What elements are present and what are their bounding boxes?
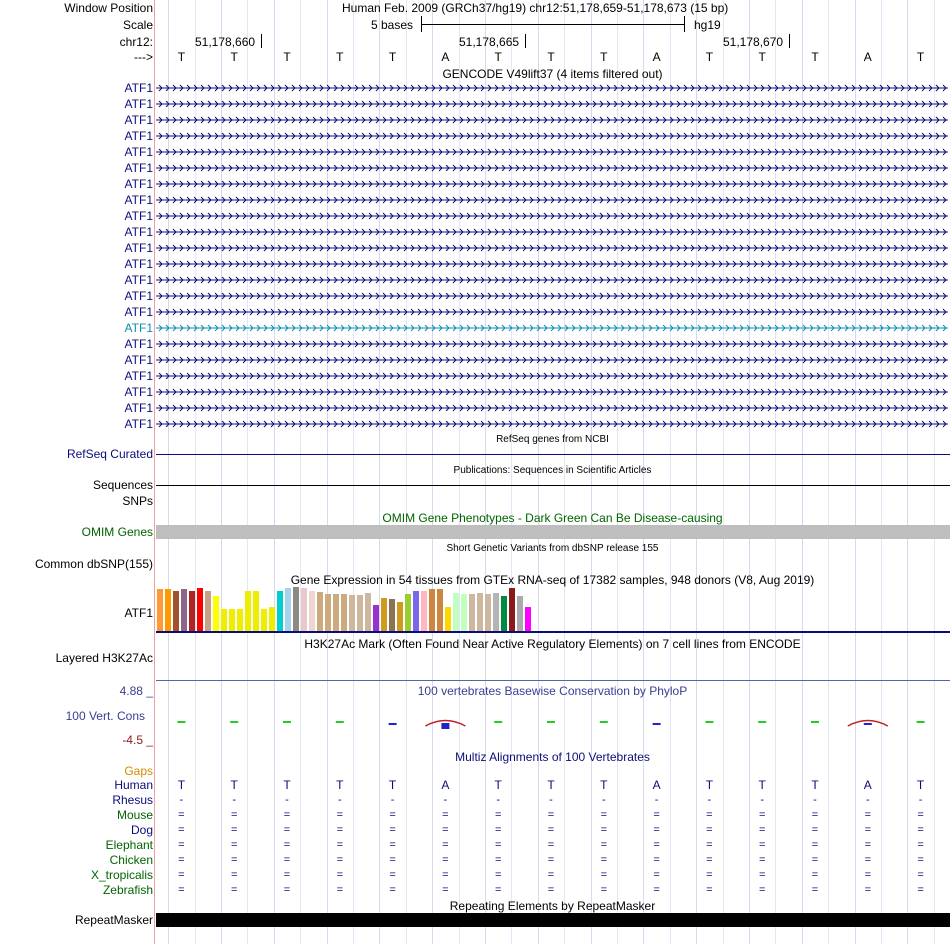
gtex-tissue-bar[interactable] — [413, 591, 419, 631]
gtex-tissue-bar[interactable] — [485, 594, 491, 631]
phylop-track-title: 100 vertebrates Basewise Conservation by PhyloP — [417, 684, 688, 698]
multiz-base: = — [178, 809, 185, 821]
multiz-base: = — [917, 854, 924, 866]
omim-track-title: OMIM Gene Phenotypes - Dark Green Can Be Disease-causing — [382, 511, 723, 525]
multiz-base: = — [811, 824, 819, 836]
h3k27ac-baseline — [156, 680, 950, 681]
multiz-base: = — [706, 854, 713, 866]
multiz-base: = — [442, 839, 449, 851]
gtex-tissue-bar[interactable] — [453, 593, 459, 631]
gtex-track-title: Gene Expression in 54 tissues from GTEx RNA-seq of 17382 samples, 948 donors (V8, Aug 2019) — [290, 573, 815, 587]
multiz-base: A — [652, 778, 661, 792]
gtex-tissue-bar[interactable] — [405, 594, 411, 631]
gencode-gene-label[interactable]: ATF1 — [124, 209, 153, 223]
phylop-score-bar[interactable] — [917, 721, 925, 723]
window-position-label: Window Position — [64, 1, 153, 15]
gtex-tissue-bar[interactable] — [165, 589, 171, 631]
multiz-base: = — [758, 809, 766, 821]
multiz-base: = — [758, 869, 766, 881]
phylop-min: -4.5 _ — [122, 733, 153, 747]
multiz-species-label[interactable]: Human — [114, 778, 153, 792]
multiz-base: = — [178, 854, 185, 866]
multiz-base: = — [442, 869, 449, 881]
multiz-base: = — [547, 839, 555, 851]
gtex-tissue-bar[interactable] — [357, 595, 363, 631]
refseq-track-title: RefSeq genes from NCBI — [496, 434, 609, 445]
base-letter: T — [600, 50, 608, 64]
position-2: 51,178,665 — [459, 35, 520, 49]
gtex-tissue-bar[interactable] — [469, 594, 475, 631]
gencode-gene-feature[interactable] — [156, 147, 948, 157]
multiz-base: = — [811, 854, 819, 866]
multiz-base: = — [653, 884, 660, 896]
pubs-track-title: Publications: Sequences in Scientific Articles — [453, 465, 652, 476]
gencode-gene-feature[interactable] — [156, 339, 948, 349]
multiz-base: = — [494, 884, 502, 896]
omim-label[interactable]: OMIM Genes — [81, 525, 153, 539]
multiz-base: T — [388, 778, 397, 792]
gencode-gene-label[interactable]: ATF1 — [124, 321, 153, 335]
multiz-base: = — [917, 824, 924, 836]
multiz-base: = — [917, 809, 924, 821]
phylop-score-bar[interactable] — [283, 721, 291, 723]
multiz-base: T — [177, 778, 186, 792]
multiz-base: = — [811, 884, 819, 896]
multiz-base: - — [601, 794, 606, 806]
gtex-tissue-bar[interactable] — [445, 607, 451, 631]
gencode-gene-label[interactable]: ATF1 — [124, 305, 153, 319]
multiz-base: = — [389, 869, 396, 881]
multiz-base: = — [864, 809, 872, 821]
phylop-score-bar[interactable] — [705, 721, 713, 723]
multiz-base: = — [442, 884, 449, 896]
phylop-score-bar[interactable] — [336, 721, 344, 723]
multiz-base: = — [653, 824, 660, 836]
multiz-base: = — [442, 824, 449, 836]
strand-label: ---> — [134, 50, 153, 64]
multiz-species-label[interactable]: Rhesus — [112, 793, 153, 807]
multiz-base: = — [917, 884, 924, 896]
multiz-base: T — [705, 778, 714, 792]
multiz-base: = — [917, 869, 924, 881]
gaps-label: Gaps — [124, 764, 153, 778]
gtex-tissue-bar[interactable] — [429, 589, 435, 631]
multiz-base: = — [600, 869, 608, 881]
scale-label: Scale — [122, 18, 153, 32]
gencode-gene-label[interactable]: ATF1 — [124, 289, 153, 303]
gencode-gene-feature[interactable] — [156, 387, 948, 397]
scale-bar — [421, 24, 685, 25]
gtex-tissue-bar[interactable] — [229, 609, 235, 631]
multiz-base: T — [758, 778, 766, 792]
phylop-max: 4.88 _ — [119, 684, 153, 698]
multiz-base: = — [547, 824, 555, 836]
gtex-tissue-bar[interactable] — [269, 607, 275, 631]
gtex-tissue-bar[interactable] — [373, 605, 379, 631]
phylop-score-bar[interactable] — [230, 721, 238, 723]
multiz-base: = — [389, 854, 396, 866]
gencode-gene-label[interactable]: ATF1 — [124, 193, 153, 207]
gtex-tissue-bar[interactable] — [189, 591, 195, 631]
multiz-species-label[interactable]: Elephant — [105, 838, 153, 852]
multiz-base: - — [654, 794, 659, 806]
gtex-tissue-bar[interactable] — [509, 588, 515, 631]
gtex-tissue-bar[interactable] — [181, 589, 187, 631]
multiz-base: - — [865, 794, 870, 806]
multiz-base: = — [758, 824, 766, 836]
multiz-base: T — [811, 778, 819, 792]
gtex-tissue-bar[interactable] — [221, 609, 227, 631]
multiz-species-label[interactable]: Zebrafish — [102, 883, 153, 897]
base-letter: A — [863, 50, 872, 64]
base-letter: T — [177, 50, 186, 64]
gencode-gene-feature[interactable] — [156, 259, 948, 269]
multiz-base: = — [283, 854, 291, 866]
gencode-gene-feature[interactable] — [156, 227, 948, 237]
gtex-tissue-bar[interactable] — [213, 596, 219, 631]
multiz-base: = — [864, 869, 872, 881]
gtex-tissue-bar[interactable] — [237, 609, 243, 631]
phylop-score-bar[interactable] — [653, 723, 661, 725]
base-letter: T — [494, 50, 502, 64]
multiz-base: - — [549, 794, 553, 806]
multiz-base: = — [494, 809, 502, 821]
gencode-track-title: GENCODE V49lift37 (4 items filtered out) — [442, 67, 663, 81]
gtex-tissue-bar[interactable] — [301, 588, 307, 631]
gtex-label[interactable]: ATF1 — [124, 606, 153, 620]
scale-db: hg19 — [694, 18, 721, 32]
phylop-plot[interactable] — [156, 700, 950, 750]
gencode-gene-feature[interactable] — [156, 355, 948, 365]
gencode-gene-feature[interactable] — [156, 179, 948, 189]
multiz-base: = — [706, 824, 713, 836]
multiz-base: = — [389, 884, 396, 896]
phylop-score-bar[interactable] — [389, 723, 397, 725]
multiz-base: = — [389, 809, 396, 821]
gencode-gene-label[interactable]: ATF1 — [124, 385, 153, 399]
multiz-base: = — [600, 854, 608, 866]
multiz-base: = — [547, 884, 555, 896]
multiz-base: = — [811, 839, 819, 851]
gencode-gene-feature[interactable] — [156, 323, 948, 333]
gtex-tissue-bar[interactable] — [493, 593, 499, 631]
multiz-base: = — [653, 869, 660, 881]
multiz-base: - — [813, 794, 817, 806]
multiz-base: = — [758, 854, 766, 866]
multiz-base: = — [547, 809, 555, 821]
chrom-label: chr12: — [119, 35, 153, 49]
gtex-tissue-bar[interactable] — [477, 593, 483, 631]
multiz-base: = — [283, 824, 291, 836]
multiz-base: = — [336, 839, 344, 851]
gencode-gene-label[interactable]: ATF1 — [124, 273, 153, 287]
multiz-species-label[interactable]: Mouse — [116, 808, 153, 822]
multiz-base: = — [336, 884, 344, 896]
gtex-tissue-bar[interactable] — [365, 593, 371, 631]
multiz-base: T — [494, 778, 502, 792]
gtex-tissue-bar[interactable] — [333, 594, 339, 631]
gencode-gene-feature[interactable] — [156, 195, 948, 205]
gencode-gene-feature[interactable] — [156, 211, 948, 221]
multiz-base: A — [441, 778, 450, 792]
gencode-gene-feature[interactable] — [156, 291, 948, 301]
dbsnp-label[interactable]: Common dbSNP(155) — [34, 557, 153, 571]
multiz-base: = — [494, 869, 502, 881]
multiz-base: = — [811, 869, 819, 881]
multiz-base: = — [758, 839, 766, 851]
gencode-gene-label[interactable]: ATF1 — [124, 257, 153, 271]
base-letter: T — [230, 50, 238, 64]
multiz-base: = — [178, 839, 185, 851]
multiz-base: = — [283, 869, 291, 881]
phylop-score-bar[interactable] — [547, 721, 555, 723]
multiz-base: T — [336, 778, 344, 792]
gtex-tissue-bar[interactable] — [381, 598, 387, 631]
gtex-tissue-bar[interactable] — [261, 609, 267, 631]
gencode-gene-label[interactable]: ATF1 — [124, 417, 153, 431]
multiz-track-title: Multiz Alignments of 100 Vertebrates — [455, 750, 650, 764]
gencode-gene-label[interactable]: ATF1 — [124, 81, 153, 95]
multiz-base: = — [389, 839, 396, 851]
multiz-base: = — [442, 809, 449, 821]
phylop-score-bar[interactable] — [758, 721, 766, 723]
gencode-gene-label[interactable]: ATF1 — [124, 145, 153, 159]
assembly-title: Human Feb. 2009 (GRCh37/hg19) chr12:51,178,659-51,178,673 (15 bp) — [342, 1, 729, 15]
gtex-tissue-bar[interactable] — [437, 589, 443, 631]
position-3: 51,178,670 — [723, 35, 784, 49]
gencode-gene-label[interactable]: ATF1 — [124, 241, 153, 255]
gencode-gene-feature[interactable] — [156, 163, 948, 173]
h3k27ac-track-title: H3K27Ac Mark (Often Found Near Active Regulatory Elements) on 7 cell lines from ENCODE — [304, 637, 801, 651]
multiz-base: = — [600, 824, 608, 836]
gencode-gene-feature[interactable] — [156, 131, 948, 141]
gtex-tissue-bar[interactable] — [397, 602, 403, 631]
gtex-tissue-bar[interactable] — [349, 595, 355, 631]
snps-label[interactable]: SNPs — [122, 494, 153, 508]
multiz-base: = — [494, 824, 502, 836]
gtex-tissue-bar[interactable] — [157, 589, 163, 631]
gtex-tissue-bar[interactable] — [421, 591, 427, 631]
omim-bar[interactable] — [156, 525, 950, 539]
multiz-base: = — [706, 839, 713, 851]
gencode-gene-label[interactable]: ATF1 — [124, 113, 153, 127]
gtex-tissue-bar[interactable] — [253, 591, 259, 631]
gtex-tissue-bar[interactable] — [197, 588, 203, 631]
multiz-base: T — [283, 778, 291, 792]
gencode-gene-label[interactable]: ATF1 — [124, 337, 153, 351]
multiz-base: = — [230, 869, 238, 881]
multiz-base: = — [230, 884, 238, 896]
gtex-tissue-bar[interactable] — [317, 592, 323, 631]
base-letter: T — [758, 50, 766, 64]
gencode-gene-label[interactable]: ATF1 — [124, 129, 153, 143]
pubs-label[interactable]: Sequences — [92, 478, 153, 492]
base-letter: T — [283, 50, 291, 64]
multiz-base: = — [706, 869, 713, 881]
multiz-base: = — [230, 854, 238, 866]
gencode-gene-label[interactable]: ATF1 — [124, 369, 153, 383]
multiz-species-label[interactable]: Dog — [130, 823, 153, 837]
multiz-base: = — [600, 884, 608, 896]
gencode-gene-feature[interactable] — [156, 307, 948, 317]
base-letter: T — [811, 50, 819, 64]
multiz-base: = — [811, 809, 819, 821]
phylop-score-bar[interactable] — [811, 721, 819, 723]
multiz-base: = — [600, 839, 608, 851]
multiz-base: = — [547, 869, 555, 881]
multiz-base: A — [863, 778, 872, 792]
gtex-tissue-bar[interactable] — [517, 596, 523, 631]
gtex-tissue-bar[interactable] — [173, 591, 179, 631]
dbsnp-track-title: Short Genetic Variants from dbSNP release 155 — [446, 543, 659, 554]
multiz-base: - — [496, 794, 501, 806]
base-letter: T — [916, 50, 925, 64]
multiz-base: = — [864, 854, 872, 866]
gencode-gene-label[interactable]: ATF1 — [124, 161, 153, 175]
multiz-base: = — [864, 884, 872, 896]
phylop-score-bar[interactable] — [864, 723, 872, 725]
multiz-base: = — [336, 869, 344, 881]
multiz-base: = — [706, 809, 713, 821]
gtex-tissue-bar[interactable] — [341, 594, 347, 631]
multiz-base: = — [600, 809, 608, 821]
gencode-gene-feature[interactable] — [156, 371, 948, 381]
multiz-base: - — [285, 794, 289, 806]
gencode-gene-feature[interactable] — [156, 403, 948, 413]
phylop-score-bar[interactable] — [600, 721, 608, 723]
base-letter: T — [388, 50, 397, 64]
gtex-tissue-bar[interactable] — [293, 587, 299, 631]
gtex-tissue-bar[interactable] — [325, 594, 331, 631]
gencode-gene-label[interactable]: ATF1 — [124, 401, 153, 415]
multiz-base: = — [230, 809, 238, 821]
multiz-base: - — [760, 794, 765, 806]
multiz-base: = — [283, 809, 291, 821]
pubs-line[interactable] — [156, 485, 950, 486]
position-tick-3 — [789, 34, 790, 48]
multiz-base: T — [230, 778, 238, 792]
multiz-base: = — [389, 824, 396, 836]
multiz-base: = — [230, 824, 238, 836]
multiz-base: = — [494, 839, 502, 851]
scale-bar-end — [684, 16, 685, 32]
multiz-base: = — [917, 839, 924, 851]
gtex-tissue-bar[interactable] — [309, 591, 315, 631]
multiz-base: - — [232, 794, 237, 806]
base-letter: A — [441, 50, 450, 64]
h3k27ac-label[interactable]: Layered H3K27Ac — [55, 651, 153, 665]
gencode-gene-feature[interactable] — [156, 83, 948, 93]
multiz-base: = — [653, 839, 660, 851]
gencode-gene-label[interactable]: ATF1 — [124, 225, 153, 239]
multiz-base: = — [494, 854, 502, 866]
multiz-base: = — [653, 809, 660, 821]
gtex-tissue-bar[interactable] — [501, 596, 507, 631]
multiz-base: T — [916, 778, 925, 792]
multiz-base: - — [337, 794, 342, 806]
multiz-base: = — [706, 884, 713, 896]
base-letter: T — [705, 50, 714, 64]
gtex-tissue-bar[interactable] — [285, 588, 291, 631]
multiz-base: = — [442, 854, 449, 866]
gtex-tissue-bar[interactable] — [277, 591, 283, 631]
repeatmasker-track-title: Repeating Elements by RepeatMasker — [449, 899, 656, 913]
gtex-tissue-bar[interactable] — [245, 591, 251, 631]
phylop-score-bar[interactable] — [177, 721, 185, 723]
scale-text: 5 bases — [371, 18, 414, 32]
gencode-gene-label[interactable]: ATF1 — [124, 177, 153, 191]
multiz-base: = — [230, 839, 238, 851]
base-letter: T — [336, 50, 344, 64]
position-tick-2 — [525, 34, 526, 48]
multiz-base: = — [178, 869, 185, 881]
multiz-base: T — [600, 778, 608, 792]
gtex-tissue-bar[interactable] — [461, 594, 467, 631]
phylop-label[interactable]: 100 Vert. Cons — [65, 709, 145, 723]
multiz-base: - — [918, 794, 923, 806]
multiz-base: = — [864, 824, 872, 836]
gencode-gene-label[interactable]: ATF1 — [124, 97, 153, 111]
multiz-base: T — [547, 778, 555, 792]
multiz-base: = — [336, 824, 344, 836]
base-letter: T — [547, 50, 555, 64]
multiz-species-label[interactable]: X_tropicalis — [90, 868, 153, 882]
gencode-gene-feature[interactable] — [156, 243, 948, 253]
refseq-line[interactable] — [156, 454, 950, 455]
position-1: 51,178,660 — [195, 35, 256, 49]
phylop-score-bar[interactable] — [441, 723, 449, 729]
gtex-gene-line[interactable] — [156, 631, 950, 633]
position-tick-1 — [261, 34, 262, 48]
multiz-base: = — [336, 809, 344, 821]
multiz-base: - — [390, 794, 395, 806]
gencode-gene-label[interactable]: ATF1 — [124, 353, 153, 367]
multiz-base: = — [178, 884, 185, 896]
multiz-base: = — [547, 854, 555, 866]
repeatmasker-label[interactable]: RepeatMasker — [74, 913, 153, 927]
multiz-base: = — [864, 839, 872, 851]
multiz-base: = — [758, 884, 766, 896]
repeatmasker-bar[interactable] — [156, 913, 950, 927]
multiz-species-label[interactable]: Chicken — [109, 853, 153, 867]
multiz-base: = — [653, 854, 660, 866]
gtex-tissue-bar[interactable] — [205, 591, 211, 631]
multiz-base: = — [336, 854, 344, 866]
gencode-gene-feature[interactable] — [156, 99, 948, 109]
multiz-base: = — [283, 884, 291, 896]
refseq-label[interactable]: RefSeq Curated — [66, 447, 153, 461]
gtex-tissue-bar[interactable] — [525, 607, 531, 631]
multiz-base: - — [443, 794, 448, 806]
gtex-tissue-bar[interactable] — [389, 599, 395, 631]
multiz-base: - — [707, 794, 712, 806]
gencode-gene-feature[interactable] — [156, 115, 948, 125]
base-letter: A — [652, 50, 661, 64]
multiz-base: = — [178, 824, 185, 836]
phylop-score-bar[interactable] — [494, 721, 502, 723]
gencode-gene-feature[interactable] — [156, 275, 948, 285]
gencode-gene-feature[interactable] — [156, 419, 948, 429]
multiz-base: - — [179, 794, 184, 806]
multiz-base: = — [283, 839, 291, 851]
